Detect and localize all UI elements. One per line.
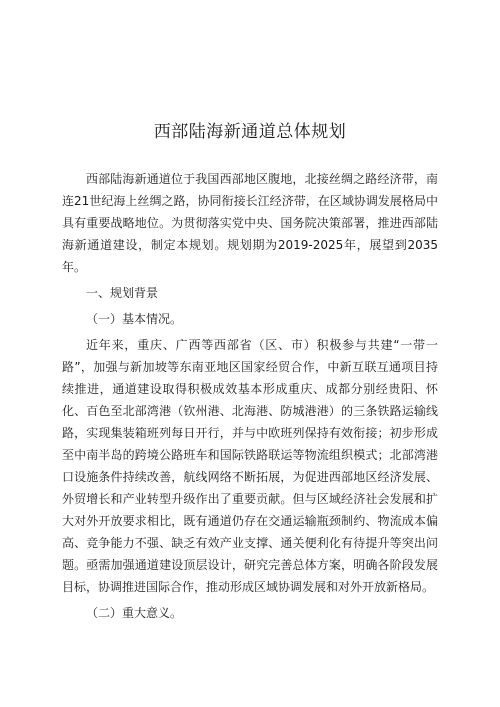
subsection-heading-significance: （二）重大意义。 — [86, 606, 183, 620]
document-title: 西部陆海新通道总体规划 — [153, 122, 347, 142]
basic-situation-paragraph: 近年来，重庆、广西等西部省（区、市）积极参与共建“一带一路”，加强与新加坡等东南亚地区国家经贸合作，中新互联互通项目持续推进，通道建设取得积极成效基本形成重庆、成都分别经贵阳、怀化、百色至北部湾港（钦州港、北海港、防城港港）的三条铁路运输线路，实现集装箱班列每日开行，并与中欧班列保持有效衔接；初步形成至中南半岛的跨境公路班车和国际铁路联运等物流组织模式；北部湾港口设施条件持续改善，航线网络不断拓展，为促进西部地区经济发展、外贸增长和产业转型升级作出了重要贡献。但与区域经济社会发展和扩大对外开放要求相比，既有通道仍存在交通运输瓶颈制约、物流成本偏高、竞争能力不强、缺乏有效产业支撑、通关便利化有待提升等突出问题。亟需加强通道建设顶层设计，研究完善总体方案，明确各阶段发展目标，协调推进国际合作，推动形成区域协调发展和对外开放新格局。 — [62, 338, 438, 594]
document-body — [62, 168, 438, 624]
subsection-heading-basic-situation: （一）基本情况。 — [86, 312, 183, 326]
section-heading-background: 一、规划背景 — [86, 286, 159, 300]
intro-paragraph: 西部陆海新通道位于我国西部地区腹地，北接丝绸之路经济带，南连21世纪海上丝绸之路，协同衔接长江经济带，在区域协调发展格局中具有重要战略地位。为贯彻落实党中央、国务院决策部署，推进西部陆海新通道建设，制定本规划。规划期为2019-2025年，展望到2035年。 — [62, 172, 438, 274]
